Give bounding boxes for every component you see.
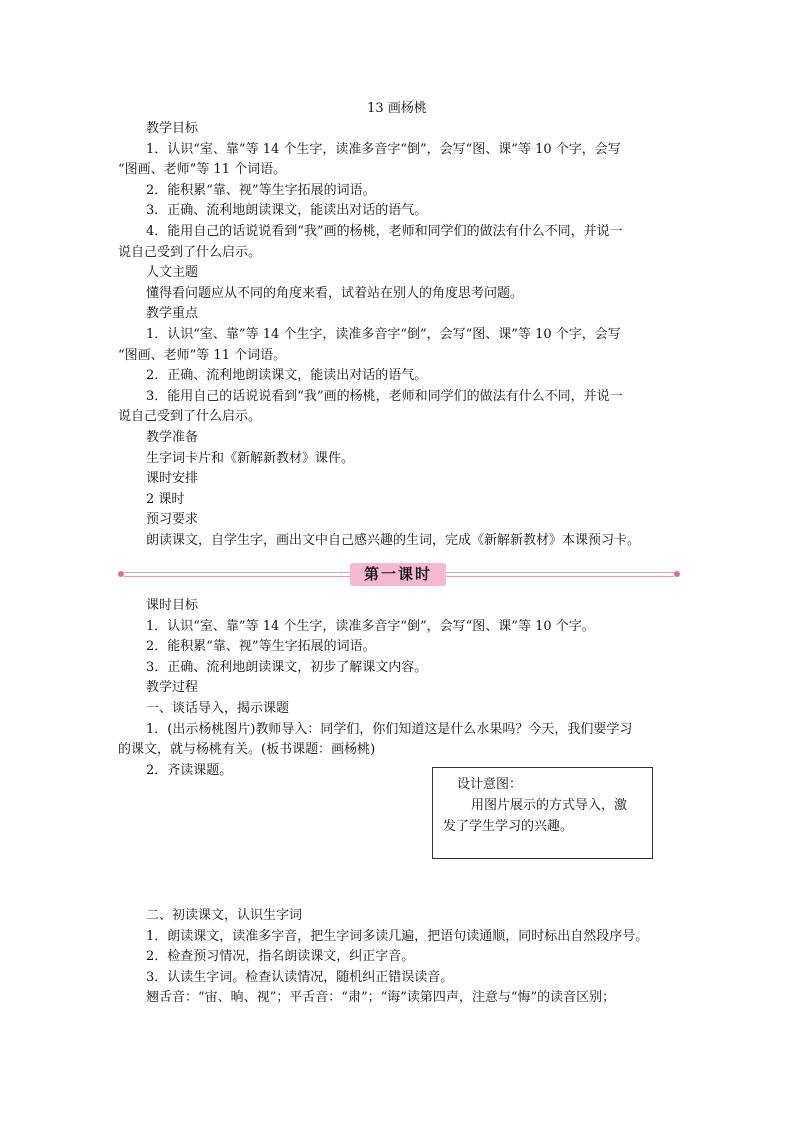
text-line: 2 课时 — [146, 491, 185, 507]
text-line: 生字词卡片和《新解新教材》课件。 — [146, 450, 355, 466]
text-line: 说自己受到了什么启示。 — [118, 409, 262, 425]
text-line: 课时安排 — [146, 471, 199, 487]
text-line: 2．检查预习情况，指名朗读课文，纠正字音。 — [146, 949, 415, 965]
text-line: 教学目标 — [146, 121, 199, 136]
text-line: 教学重点 — [146, 306, 199, 322]
text-line: 2．能积累“靠、视”等生字拓展的词语。 — [146, 182, 376, 198]
text-line: 3．正确、流利地朗读课文，初步了解课文内容。 — [146, 659, 428, 675]
text-line: 人文主题 — [146, 265, 199, 281]
text-line: 教学准备 — [146, 429, 199, 445]
text-line: 3．认读生字词。检查认读情况，随机纠正错误读音。 — [146, 969, 454, 985]
text-line: 1．(出示杨桃图片)教师导入：同学们，你们知道这是什么水果吗？今天，我们要学习 — [146, 721, 633, 737]
text-line: 1．朗读课文，读准多字音，把生字词多读几遍，把语句读通顺，同时标出自然段序号。 — [146, 928, 649, 944]
design-intent-box — [432, 767, 653, 859]
text-line: 朗读课文，自学生字，画出文中自己感兴趣的生词，完成《新解新教材》本课预习卡。 — [146, 532, 641, 548]
divider-dot-right — [674, 571, 680, 577]
text-line: 预习要求 — [146, 512, 199, 528]
text-line: 说自己受到了什么启示。 — [118, 244, 262, 260]
text-line: “图画、老师”等 11 个词语。 — [118, 162, 287, 178]
text-line: 二、初读课文，认识生字词 — [146, 908, 303, 923]
text-line: 2．正确、流利地朗读课文，能读出对话的语气。 — [146, 368, 428, 384]
text-line: 1．认识“室、靠”等 14 个生字，读准多音字“倒”，会写“图、课”等 10 个字，会写 — [146, 326, 621, 342]
text-line: 3．能用自己的话说说看到“我”画的杨桃，老师和同学们的做法有什么不同，并说一 — [146, 388, 623, 404]
text-line: 1．认识“室、靠”等 14 个生字，读准多音字“倒”，会写“图、课”等 10 个字，会写 — [146, 141, 621, 157]
text-line: 的课文，就与杨桃有关。(板书课题：画杨桃) — [118, 742, 376, 758]
text-line: 3．正确、流利地朗读课文，能读出对话的语气。 — [146, 203, 428, 219]
text-line: 一、谈话导入，揭示课题 — [146, 700, 290, 716]
text-line: “图画、老师”等 11 个词语。 — [118, 347, 287, 363]
section-lesson-overview — [118, 119, 678, 551]
text-line: 2．能积累“靠、视”等生字拓展的词语。 — [146, 639, 376, 655]
lesson-title: 13 画杨桃 — [367, 101, 427, 116]
text-line: 教学过程 — [146, 680, 199, 696]
section-first-period — [118, 596, 678, 781]
text-line: 1．认识“室、靠”等 14 个生字，读准多音字“倒”，会写“图、课”等 10 个字。 — [146, 618, 595, 634]
design-intent-heading: 设计意图： — [457, 777, 523, 792]
text-line: 2．齐读课题。 — [146, 762, 233, 778]
text-line: 翘舌音：“宙、晌、视”；平舌音：“肃”；“诲”读第四声，注意与“悔”的读音区别； — [146, 990, 616, 1006]
design-intent-text: 发了学生学习的兴趣。 — [443, 819, 574, 834]
design-intent-text: 用图片展示的方式导入，激 — [471, 798, 628, 813]
text-line: 懂得看问题应从不同的角度来看，试着站在别人的角度思考问题。 — [146, 285, 524, 301]
section-first-reading — [118, 906, 698, 1009]
text-line: 4．能用自己的话说说看到“我”画的杨桃，老师和同学们的做法有什么不同，并说一 — [146, 223, 623, 239]
lesson-period-divider — [118, 563, 680, 587]
text-line: 课时目标 — [146, 598, 199, 613]
period-badge: 第一课时 — [350, 563, 446, 586]
